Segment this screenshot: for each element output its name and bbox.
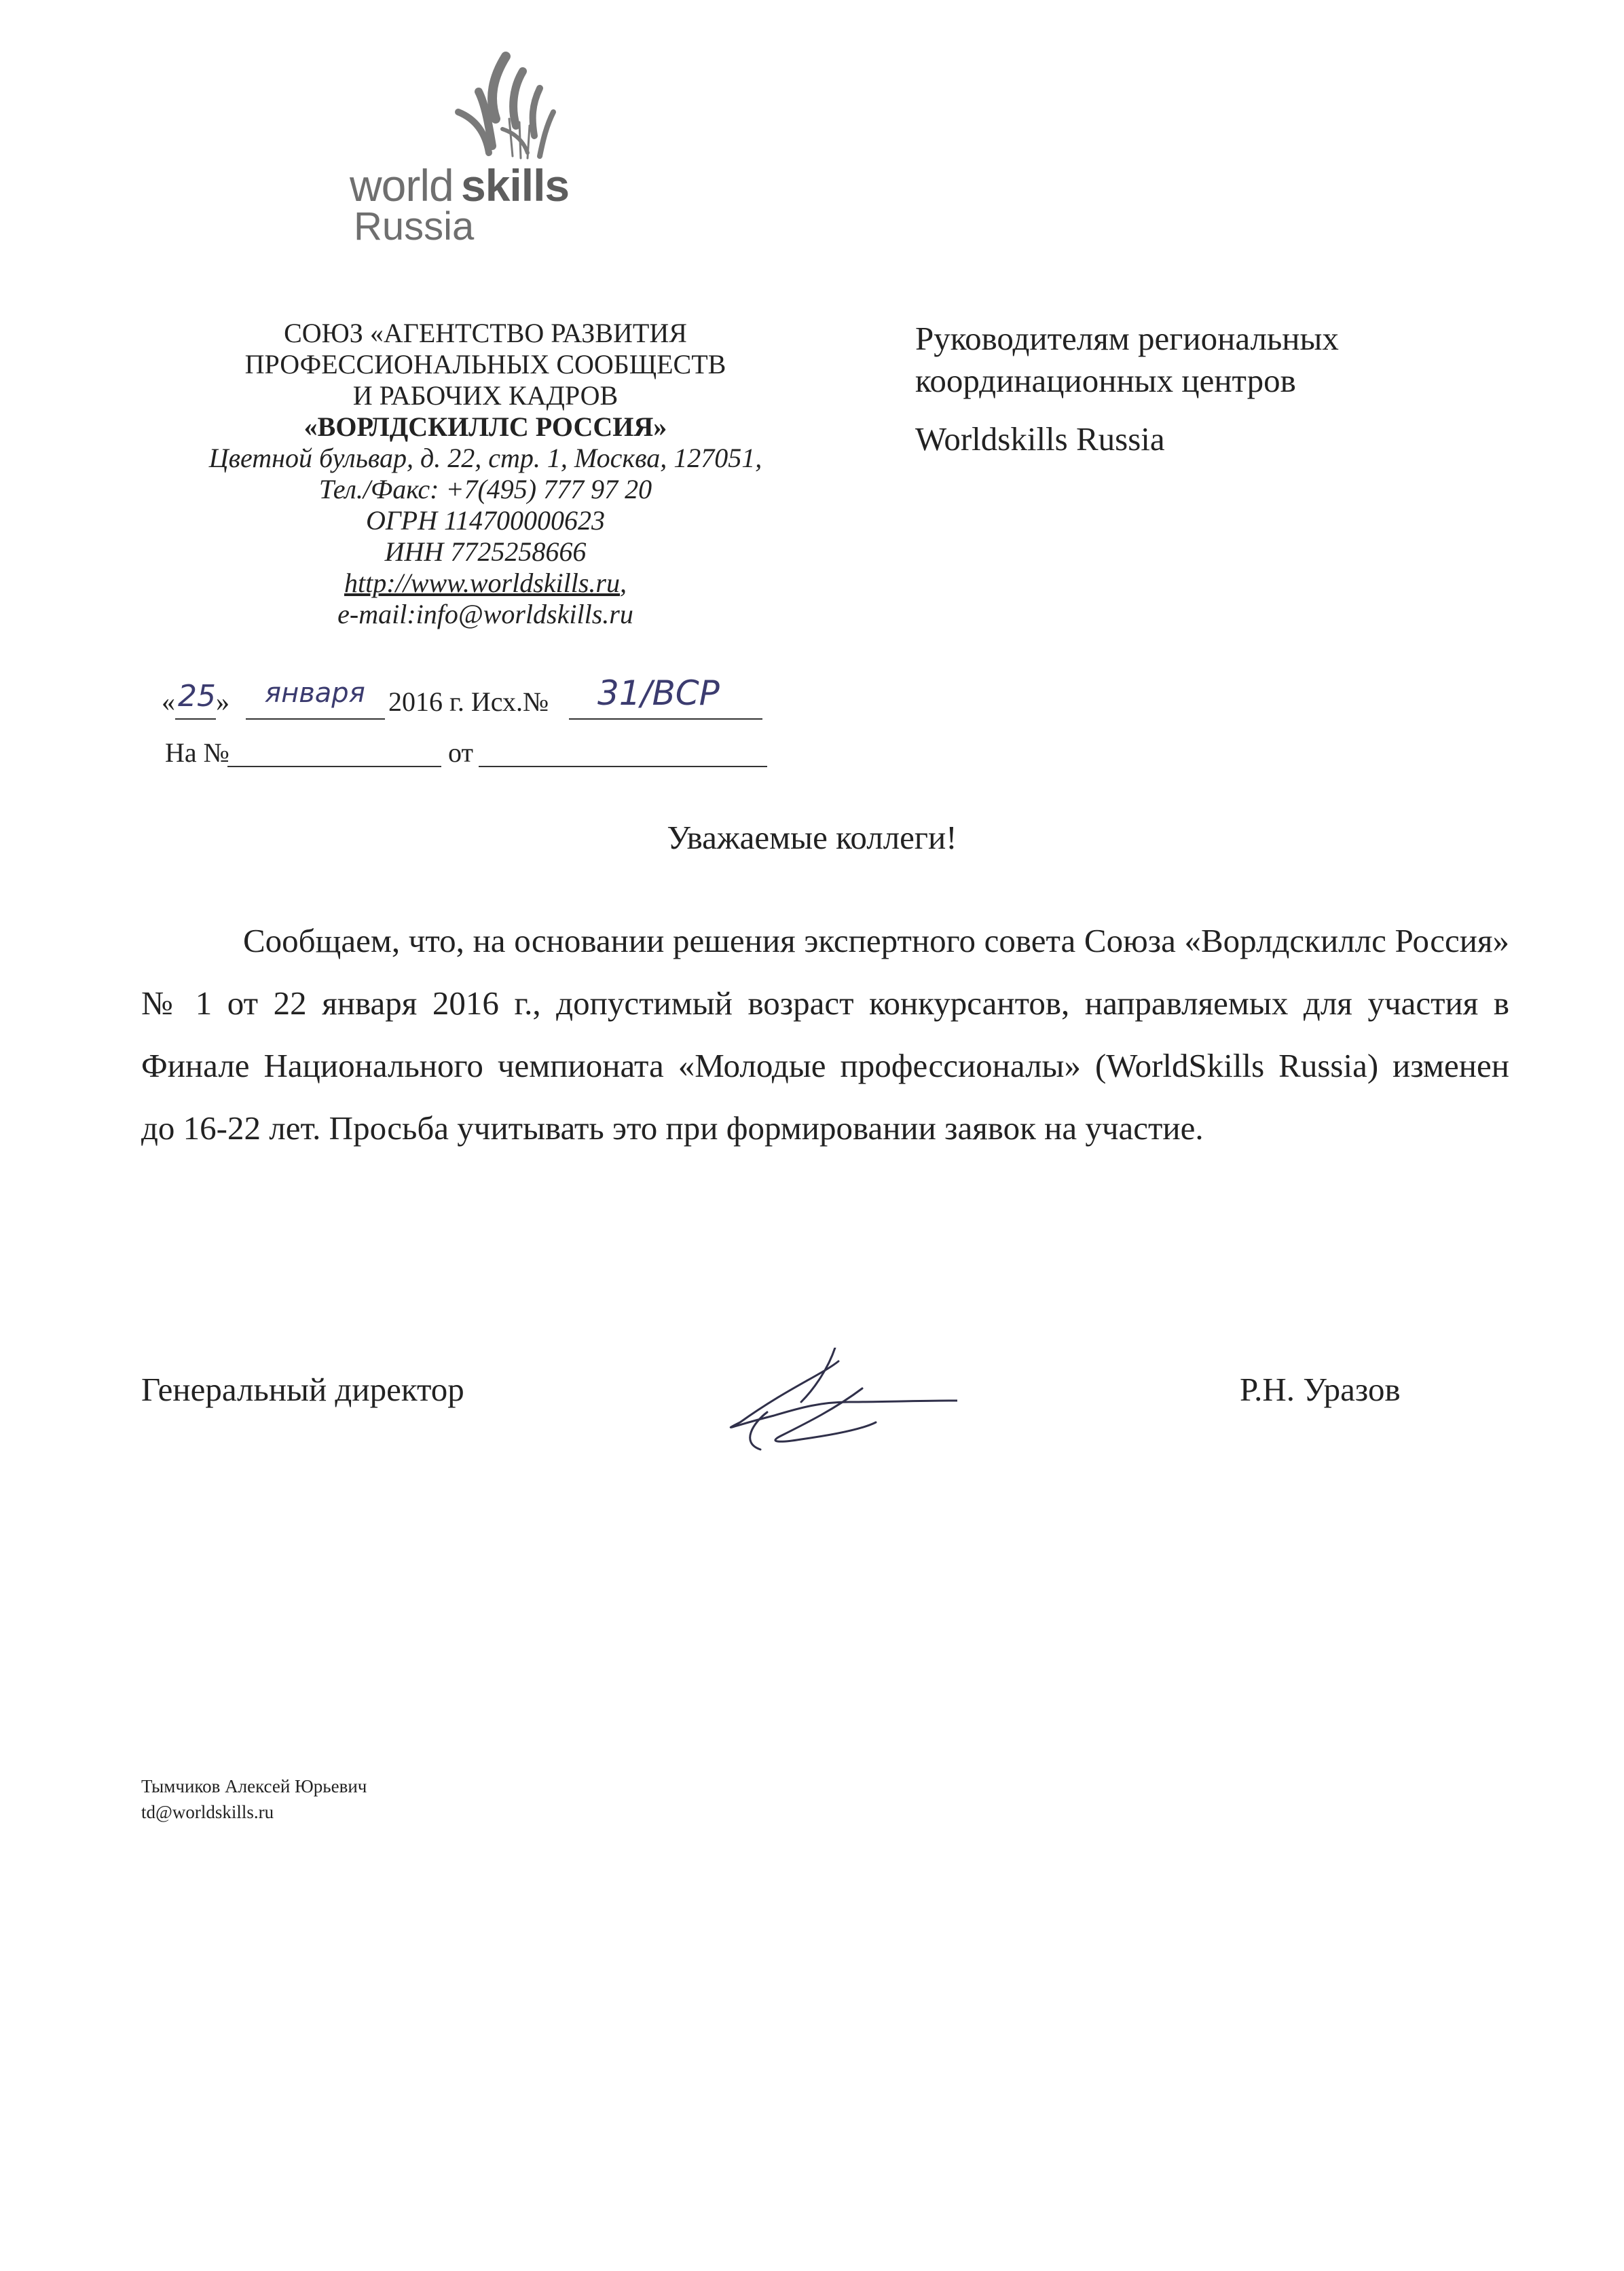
sender-email: e-mail:info@worldskills.ru [337,599,633,629]
sender-phone: Тел./Факс: +7(495) 777 97 20 [318,474,652,504]
salutation: Уважаемые коллеги! [667,819,957,856]
recipient-org: Worldskills Russia [915,420,1165,458]
reg-year-label: 2016 г. Исх.№ [388,686,549,717]
recipient-block [915,318,1526,460]
sender-website-suffix: , [620,568,627,598]
reg-month-handwritten: января [265,678,365,709]
sender-ogrn: ОГРН 114700000623 [366,505,605,536]
logo-text-skills: skills [461,160,570,210]
ref-from-label: от [448,737,473,768]
ref-date-rule [479,766,767,767]
sender-org-line: СОЮЗ «АГЕНТСТВО РАЗВИТИЯ [284,318,687,348]
reg-quote-close: » [216,686,229,717]
executor-block [141,1773,367,1825]
executor-name: Тымчиков Алексей Юрьевич [141,1776,367,1796]
body-paragraph: Сообщаем, что, на основании решения экспертного совета Союза «Ворлдскиллс Россия» № 1 от 22 января 2016 г., допустимый возраст конкурсантов, направляемых для участия в Финале Национального чемпионата «Молодые профессионалы» (WorldSkills Russia) изменен до 16-22 лет. Просьба учитывать это при формировании заявок на участие. [141,922,1509,1147]
logo-text-russia: Russia [354,204,475,248]
ref-label: На № [165,737,229,768]
recipient-line: Руководителям региональных [915,320,1339,357]
sender-address: Цветной бульвар, д. 22, стр. 1, Москва, 127051, [208,443,762,473]
executor-email[interactable]: td@worldskills.ru [141,1802,274,1822]
logo-text-world: world [350,160,454,210]
sender-org-line: И РАБОЧИХ КАДРОВ [352,380,619,411]
sender-block [170,318,801,630]
handwritten-signature [699,1348,957,1470]
ref-number-rule [227,766,441,767]
reg-number-rule [569,718,762,720]
sender-website-link[interactable]: http://www.worldskills.ru [344,568,620,598]
hands-emblem-icon [350,51,580,166]
sender-inn: ИНН 7725258666 [384,536,587,567]
reg-day-handwritten: 25 [178,679,216,714]
sender-website-line [170,568,801,599]
reg-day-rule [175,718,216,720]
reg-month-rule [246,718,385,720]
reg-number-handwritten: 31/ВСР [597,673,720,713]
worldskills-logo [350,51,580,255]
signatory-position: Генеральный директор [141,1371,464,1408]
reg-quote-open: « [162,686,175,717]
recipient-line: координационных центров [915,362,1296,399]
sender-org-name: «ВОРЛДСКИЛЛС РОССИЯ» [303,411,667,442]
signatory-name: Р.Н. Уразов [1240,1371,1401,1408]
sender-org-line: ПРОФЕССИОНАЛЬНЫХ СООБЩЕСТВ [244,349,726,380]
letter-body [141,910,1509,1160]
